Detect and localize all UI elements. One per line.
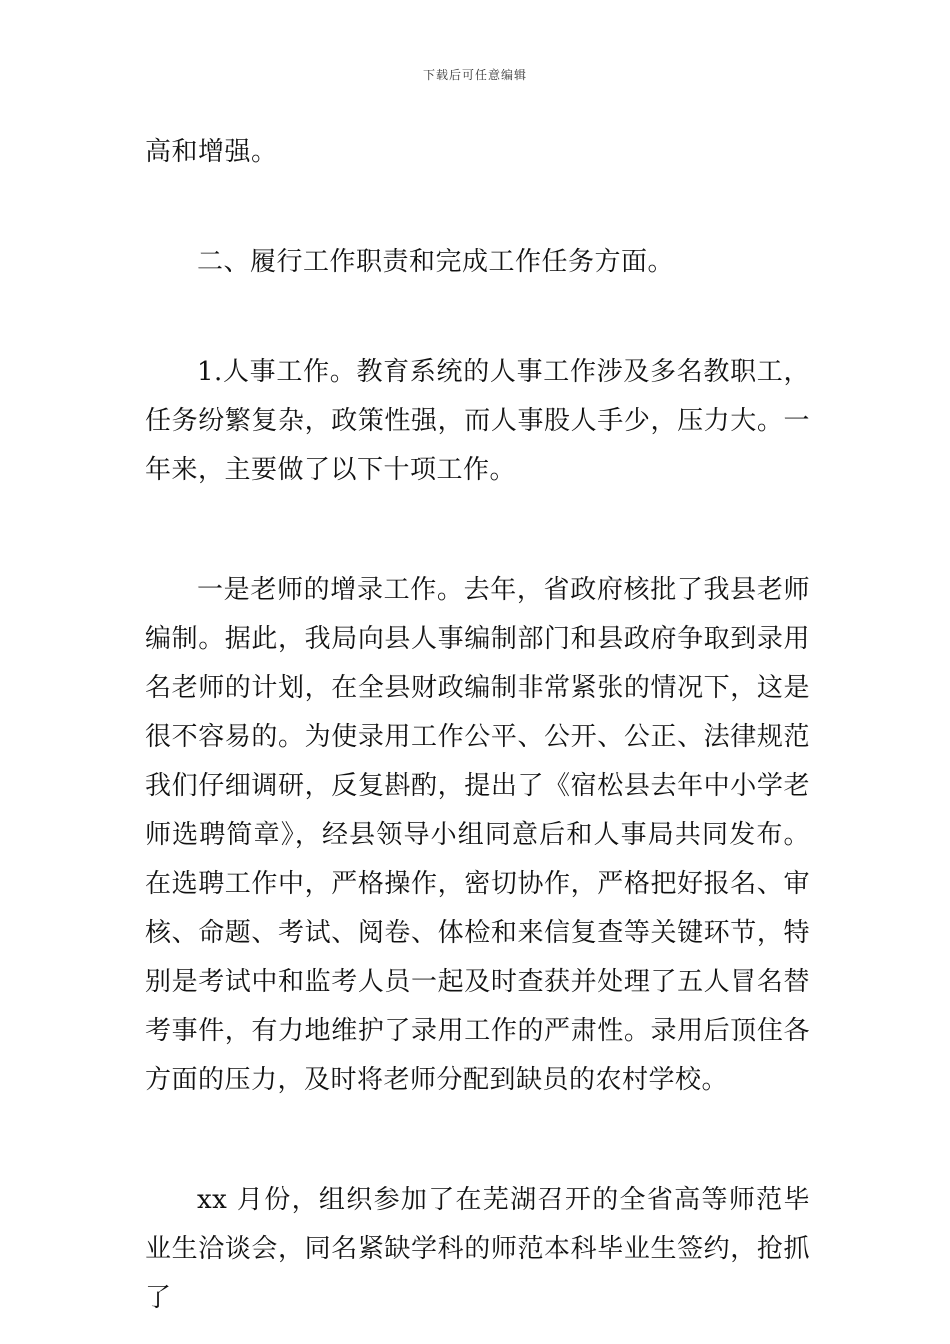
document-body <box>145 128 810 1323</box>
page-header-note: 下载后可任意编辑 <box>422 68 527 82</box>
section-heading: 二、履行工作职责和完成工作任务方面。 <box>197 247 675 277</box>
paragraph-graduate-fair: xx 月份，组织参加了在芜湖召开的全省高等师范毕业生洽谈会，同名紧缺学科的师范本科毕业生签约，抢抓了 <box>145 1185 810 1313</box>
paragraph-continuation: 高和增强。 <box>145 137 278 167</box>
paragraph-personnel-work: 1.人事工作。教育系统的人事工作涉及多名教职工，任务纷繁复杂，政策性强，而人事股人手少，压力大。一年来，主要做了以下十项工作。 <box>145 357 810 485</box>
paragraph-teacher-recruitment: 一是老师的增录工作。去年，省政府核批了我县老师编制。据此，我局向县人事编制部门和县政府争取到录用名老师的计划，在全县财政编制非常紧张的情况下，这是很不容易的。为使录用工作公平、公开、公正、法律规范我们仔细调研，反复斟酌，提出了《宿松县去年中小学老师选聘简章》，经县领导小组同意后和人事局共同发布。在选聘工作中，严格操作，密切协作，严格把好报名、审核、命题、考试、阅卷、体检和来信复查等关键环节，特别是考试中和监考人员一起及时查获并处理了五人冒名替考事件，有力地维护了录用工作的严肃性。录用后顶住各方面的压力，及时将老师分配到缺员的农村学校。 <box>145 575 810 1095</box>
